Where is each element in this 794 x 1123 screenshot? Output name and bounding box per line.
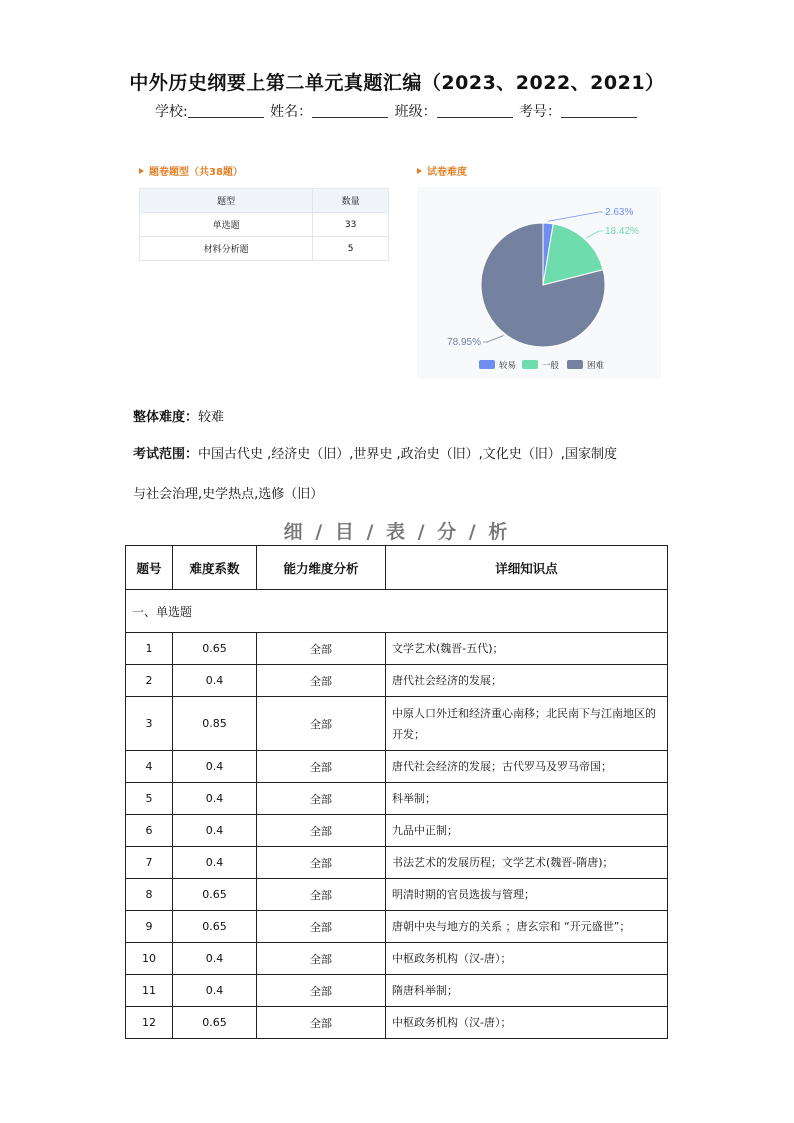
question-number-cell: 11 bbox=[126, 975, 173, 1007]
name-blank[interactable] bbox=[312, 103, 388, 118]
knowledge-point-cell: 隋唐科举制； bbox=[386, 975, 668, 1007]
difficulty-coefficient-cell: 0.4 bbox=[173, 783, 257, 815]
student-info-line bbox=[0, 101, 794, 121]
knowledge-point-cell: 书法艺术的发展历程；文学艺术(魏晋-隋唐)； bbox=[386, 847, 668, 879]
legend-swatch-2 bbox=[567, 360, 583, 369]
table-row bbox=[126, 665, 668, 697]
question-number-cell: 8 bbox=[126, 879, 173, 911]
overall-difficulty-label: 整体难度： bbox=[133, 410, 199, 425]
table-row bbox=[140, 237, 389, 261]
question-number-cell: 6 bbox=[126, 815, 173, 847]
ability-dimension-cell: 全部 bbox=[257, 815, 386, 847]
question-number-cell: 1 bbox=[126, 633, 173, 665]
question-type-cell: 材料分析题 bbox=[140, 237, 313, 261]
overall-difficulty bbox=[133, 406, 224, 425]
difficulty-coefficient-cell: 0.4 bbox=[173, 847, 257, 879]
difficulty-coefficient-cell: 0.65 bbox=[173, 911, 257, 943]
name-label: 姓名： bbox=[270, 104, 313, 120]
ability-dimension-cell: 全部 bbox=[257, 783, 386, 815]
legend-swatch-0 bbox=[479, 360, 495, 369]
knowledge-point-cell: 唐代社会经济的发展； bbox=[386, 665, 668, 697]
difficulty-coefficient-cell: 0.65 bbox=[173, 1007, 257, 1039]
school-blank[interactable] bbox=[188, 103, 264, 118]
ability-dimension-cell: 全部 bbox=[257, 751, 386, 783]
difficulty-coefficient-cell: 0.65 bbox=[173, 879, 257, 911]
detail-table-title: 细 / 目 / 表 / 分 / 析 bbox=[283, 521, 511, 543]
table-row bbox=[126, 943, 668, 975]
pie-leader-line-2 bbox=[483, 336, 504, 342]
ability-dimension-cell: 全部 bbox=[257, 697, 386, 751]
column-header: 难度系数 bbox=[173, 546, 257, 590]
exam-number-label: 考号： bbox=[519, 104, 562, 120]
exam-scope-value: 中国古代史 ,经济史（旧）,世界史 ,政治史（旧）,文化史（旧）,国家制度 bbox=[198, 447, 617, 462]
table-row bbox=[126, 1007, 668, 1039]
difficulty-coefficient-cell: 0.4 bbox=[173, 815, 257, 847]
legend-label-2: 困难 bbox=[587, 361, 605, 371]
legend-swatch-1 bbox=[522, 360, 538, 369]
knowledge-point-cell: 中枢政务机构（汉-唐）； bbox=[386, 1007, 668, 1039]
ability-dimension-cell: 全部 bbox=[257, 847, 386, 879]
exam-number-blank[interactable] bbox=[561, 103, 637, 118]
difficulty-coefficient-cell: 0.4 bbox=[173, 943, 257, 975]
table-row bbox=[126, 911, 668, 943]
ability-dimension-cell: 全部 bbox=[257, 911, 386, 943]
pie-leader-line-1 bbox=[586, 231, 603, 238]
table-row bbox=[126, 879, 668, 911]
question-types-table bbox=[139, 188, 389, 261]
difficulty-heading bbox=[417, 163, 467, 178]
question-types-heading bbox=[139, 163, 243, 178]
exam-scope-line-1 bbox=[133, 443, 617, 462]
table-row bbox=[126, 847, 668, 879]
question-count-cell: 33 bbox=[313, 213, 389, 237]
detail-analysis-table bbox=[125, 545, 668, 1039]
question-number-cell: 12 bbox=[126, 1007, 173, 1039]
pie-chart-svg bbox=[417, 187, 661, 379]
table-row bbox=[126, 697, 668, 751]
exam-scope-line-2: 与社会治理,史学热点,选修（旧） bbox=[133, 487, 324, 502]
section-label: 一、单选题 bbox=[126, 590, 668, 633]
knowledge-point-cell: 文学艺术(魏晋-五代)； bbox=[386, 633, 668, 665]
school-label: 学校: bbox=[154, 104, 188, 120]
ability-dimension-cell: 全部 bbox=[257, 943, 386, 975]
table-row bbox=[126, 815, 668, 847]
column-header: 数量 bbox=[313, 189, 389, 213]
ability-dimension-cell: 全部 bbox=[257, 665, 386, 697]
class-blank[interactable] bbox=[437, 103, 513, 118]
table-row bbox=[126, 783, 668, 815]
question-type-cell: 单选题 bbox=[140, 213, 313, 237]
ability-dimension-cell: 全部 bbox=[257, 1007, 386, 1039]
knowledge-point-cell: 科举制； bbox=[386, 783, 668, 815]
difficulty-coefficient-cell: 0.65 bbox=[173, 633, 257, 665]
column-header: 题号 bbox=[126, 546, 173, 590]
knowledge-point-cell: 唐朝中央与地方的关系 ；唐玄宗和 “开元盛世”； bbox=[386, 911, 668, 943]
question-number-cell: 10 bbox=[126, 943, 173, 975]
pie-data-label-1: 18.42% bbox=[605, 226, 639, 237]
class-label: 班级： bbox=[394, 104, 437, 120]
table-row bbox=[126, 633, 668, 665]
overall-difficulty-value: 较难 bbox=[198, 410, 225, 425]
document-title: 中外历史纲要上第二单元真题汇编（2023、2022、2021） bbox=[129, 72, 665, 94]
question-count-cell: 5 bbox=[313, 237, 389, 261]
difficulty-pie-chart bbox=[417, 187, 661, 379]
knowledge-point-cell: 中原人口外迁和经济重心南移；北民南下与江南地区的开发； bbox=[386, 697, 668, 751]
triangle-bullet-icon bbox=[417, 168, 422, 174]
table-row bbox=[126, 975, 668, 1007]
question-number-cell: 3 bbox=[126, 697, 173, 751]
pie-leader-line-0 bbox=[548, 212, 603, 221]
difficulty-coefficient-cell: 0.4 bbox=[173, 665, 257, 697]
column-header: 详细知识点 bbox=[386, 546, 668, 590]
exam-scope-label: 考试范围： bbox=[133, 447, 199, 462]
knowledge-point-cell: 中枢政务机构（汉-唐）； bbox=[386, 943, 668, 975]
difficulty-coefficient-cell: 0.4 bbox=[173, 975, 257, 1007]
section-row bbox=[126, 590, 668, 633]
difficulty-coefficient-cell: 0.4 bbox=[173, 751, 257, 783]
legend-label-0: 较易 bbox=[499, 361, 517, 371]
question-types-heading-text: 题卷题型（共38题） bbox=[149, 167, 243, 178]
ability-dimension-cell: 全部 bbox=[257, 633, 386, 665]
triangle-bullet-icon bbox=[139, 168, 144, 174]
pie-data-label-0: 2.63% bbox=[605, 207, 634, 218]
question-number-cell: 4 bbox=[126, 751, 173, 783]
table-header-row bbox=[126, 546, 668, 590]
question-number-cell: 2 bbox=[126, 665, 173, 697]
question-number-cell: 7 bbox=[126, 847, 173, 879]
question-number-cell: 9 bbox=[126, 911, 173, 943]
column-header: 题型 bbox=[140, 189, 313, 213]
ability-dimension-cell: 全部 bbox=[257, 975, 386, 1007]
knowledge-point-cell: 唐代社会经济的发展；古代罗马及罗马帝国； bbox=[386, 751, 668, 783]
table-row bbox=[126, 751, 668, 783]
column-header: 能力维度分析 bbox=[257, 546, 386, 590]
ability-dimension-cell: 全部 bbox=[257, 879, 386, 911]
table-row bbox=[140, 213, 389, 237]
difficulty-coefficient-cell: 0.85 bbox=[173, 697, 257, 751]
legend-label-1: 一般 bbox=[542, 361, 560, 371]
knowledge-point-cell: 明清时期的官员选拔与管理； bbox=[386, 879, 668, 911]
knowledge-point-cell: 九品中正制； bbox=[386, 815, 668, 847]
difficulty-heading-text: 试卷难度 bbox=[427, 167, 467, 178]
pie-data-label-2: 78.95% bbox=[447, 337, 481, 348]
question-number-cell: 5 bbox=[126, 783, 173, 815]
